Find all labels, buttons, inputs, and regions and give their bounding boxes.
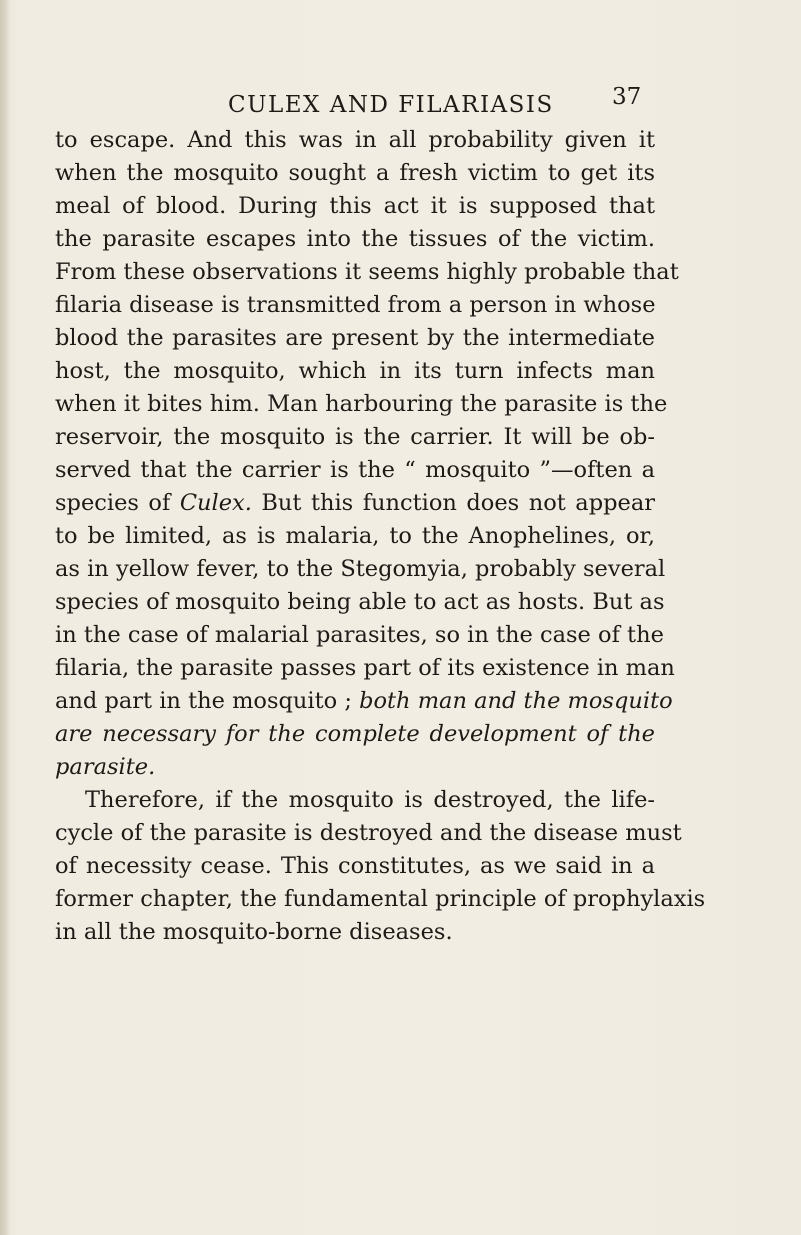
italic-text: both man and the mosquito <box>359 688 673 714</box>
text-line: the parasite escapes into the tissues of the victim. <box>55 226 655 252</box>
text-line: Therefore, if the mosquito is destroyed, the life- <box>85 787 655 813</box>
text-segment: species of <box>55 490 180 516</box>
text-line: former chapter, the fundamental principle of prophylaxis <box>55 886 706 912</box>
text-segment: But this function does not appear <box>251 490 655 516</box>
page-number: 37 <box>612 84 642 110</box>
text-line: when the mosquito sought a fresh victim to get its <box>55 160 655 186</box>
text-line: blood the parasites are present by the intermediate <box>55 325 655 351</box>
text-line <box>55 751 655 784</box>
text-line: meal of blood. During this act it is supposed that <box>55 193 655 219</box>
text-line: cycle of the parasite is destroyed and the disease must <box>55 820 682 846</box>
text-line: filaria, the parasite passes part of its existence in man <box>55 655 675 681</box>
text-line: to escape. And this was in all probability given it <box>55 127 655 153</box>
text-line: in all the mosquito-borne diseases. <box>55 919 453 945</box>
text-line <box>55 685 673 718</box>
text-line <box>55 487 655 520</box>
text-line <box>55 718 655 751</box>
text-line: of necessity cease. This constitutes, as we said in a <box>55 853 655 879</box>
body-text <box>55 124 706 949</box>
italic-text: are necessary for the complete development of the <box>55 721 655 747</box>
text-line: filaria disease is transmitted from a person in whose <box>55 292 656 318</box>
text-line: served that the carrier is the “ mosquito ”—often a <box>55 457 655 483</box>
running-head: CULEX AND FILARIASIS <box>228 92 554 118</box>
text-line: reservoir, the mosquito is the carrier. It will be ob- <box>55 424 655 450</box>
text-line: species of mosquito being able to act as hosts. But as <box>55 589 665 615</box>
text-line: in the case of malarial parasites, so in the case of the <box>55 622 664 648</box>
text-segment: and part in the mosquito ; <box>55 688 360 714</box>
text-line: as in yellow fever, to the Stegomyia, probably several <box>55 556 666 582</box>
italic-text: Culex. <box>179 490 252 516</box>
text-line: to be limited, as is malaria, to the Anophelines, or, <box>55 523 655 549</box>
text-line: when it bites him. Man harbouring the parasite is the <box>55 391 668 417</box>
text-line: From these observations it seems highly probable that <box>55 259 679 285</box>
page-header <box>0 80 801 130</box>
page-gutter-shadow <box>0 0 10 1235</box>
italic-text: parasite. <box>55 754 156 780</box>
text-line: host, the mosquito, which in its turn infects man <box>55 358 655 384</box>
